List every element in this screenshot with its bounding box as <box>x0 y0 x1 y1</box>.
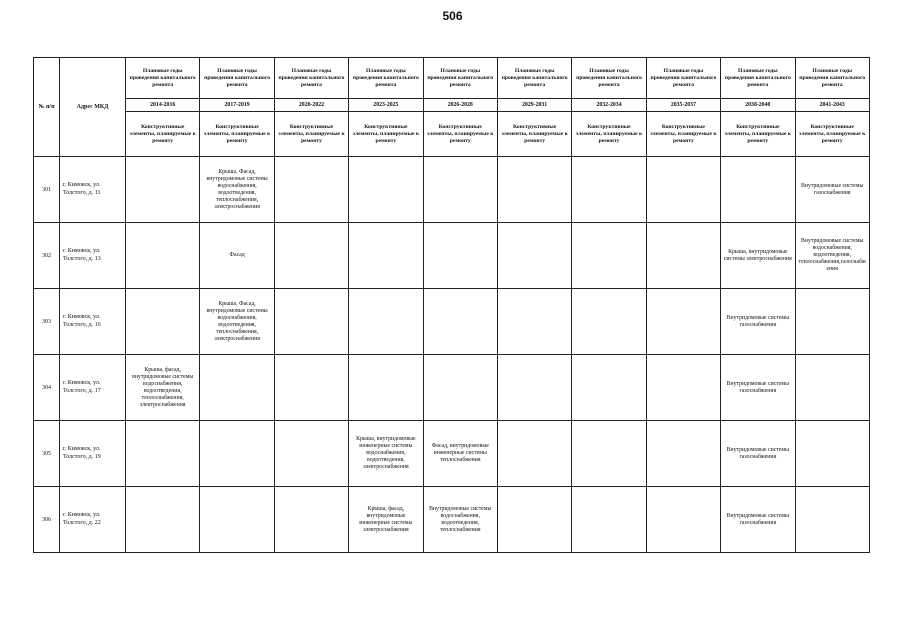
header-period: 2029-2031 <box>497 99 571 112</box>
table-cell <box>646 421 720 487</box>
row-number: 303 <box>34 289 60 355</box>
header-elements: Конструктивные элементы, планируемые к ремонту <box>126 112 200 157</box>
table-cell <box>349 223 423 289</box>
table-cell <box>572 223 646 289</box>
table-cell: Внутридомовые системы газоснабжения <box>721 487 795 553</box>
table-cell <box>497 223 571 289</box>
header-row-elements <box>34 112 870 157</box>
header-period: 2020-2022 <box>274 99 348 112</box>
table-row <box>34 223 870 289</box>
row-number: 304 <box>34 355 60 421</box>
table-cell <box>423 289 497 355</box>
table-cell <box>497 487 571 553</box>
table-cell <box>572 487 646 553</box>
table-cell: Крыша, Фасад, внутридомовые системы водоснабжения, водоотведения, теплоснабжения, электроснабжения <box>200 289 274 355</box>
header-plan: Плановые годы проведения капитального ремонта <box>274 58 348 99</box>
header-num: № п/п <box>34 58 60 157</box>
row-address: г. Кимовск, ул. Толстого, д. 16 <box>60 289 126 355</box>
row-address: г. Кимовск, ул. Толстого, д. 17 <box>60 355 126 421</box>
table-cell <box>572 421 646 487</box>
table-cell <box>646 289 720 355</box>
table-cell <box>349 355 423 421</box>
table-cell <box>126 487 200 553</box>
header-period: 2026-2028 <box>423 99 497 112</box>
table-cell <box>126 223 200 289</box>
table-cell <box>497 355 571 421</box>
table-cell <box>126 421 200 487</box>
table-cell <box>423 355 497 421</box>
page-number: 506 <box>442 9 463 23</box>
table-header <box>34 58 870 157</box>
table-cell <box>349 289 423 355</box>
table-cell <box>795 355 869 421</box>
table-cell <box>126 289 200 355</box>
header-row-plan <box>34 58 870 99</box>
table-cell <box>274 223 348 289</box>
header-row-years <box>34 99 870 112</box>
table-cell <box>795 421 869 487</box>
row-address: г. Кимовск, ул. Толстого, д. 19 <box>60 421 126 487</box>
header-period: 2041-2043 <box>795 99 869 112</box>
table-row <box>34 157 870 223</box>
table-cell: Крыша, внутридомовые инженерные системы водоснабжения, водоотведения, электроснабжения <box>349 421 423 487</box>
row-number: 302 <box>34 223 60 289</box>
table-cell: Фасад <box>200 223 274 289</box>
table-cell <box>200 421 274 487</box>
header-elements: Конструктивные элементы, планируемые к ремонту <box>646 112 720 157</box>
table-cell <box>423 157 497 223</box>
table-body <box>34 157 870 553</box>
header-elements: Конструктивные элементы, планируемые к ремонту <box>497 112 571 157</box>
row-address: г. Кимовск, ул. Толстого, д. 13 <box>60 223 126 289</box>
table-cell <box>721 157 795 223</box>
table-cell: Внутридомовые системы водоснабжения, водоотведения, теплоснабжения <box>423 487 497 553</box>
header-plan: Плановые годы проведения капитального ремонта <box>572 58 646 99</box>
capital-repair-table <box>33 57 870 553</box>
header-address: Адрес МКД <box>60 58 126 157</box>
table-cell <box>497 421 571 487</box>
header-plan: Плановые годы проведения капитального ремонта <box>721 58 795 99</box>
table-cell <box>274 289 348 355</box>
header-elements: Конструктивные элементы, планируемые к ремонту <box>795 112 869 157</box>
header-elements: Конструктивные элементы, планируемые к ремонту <box>349 112 423 157</box>
table-cell: Внутридомовые системы газоснабжения <box>721 289 795 355</box>
table-cell <box>497 289 571 355</box>
table-cell <box>572 157 646 223</box>
header-elements: Конструктивные элементы, планируемые к ремонту <box>423 112 497 157</box>
table-cell <box>274 487 348 553</box>
table-row <box>34 487 870 553</box>
table-cell <box>646 355 720 421</box>
table-cell <box>274 421 348 487</box>
table-cell <box>795 289 869 355</box>
header-period: 2014-2016 <box>126 99 200 112</box>
header-period: 2023-2025 <box>349 99 423 112</box>
header-period: 2032-2034 <box>572 99 646 112</box>
table-cell: Крыша, внутридомовые системы электроснабжения <box>721 223 795 289</box>
header-elements: Конструктивные элементы, планируемые к ремонту <box>274 112 348 157</box>
header-elements: Конструктивные элементы, планируемые к ремонту <box>572 112 646 157</box>
table-cell <box>423 223 497 289</box>
table-cell <box>497 157 571 223</box>
table-row <box>34 355 870 421</box>
header-elements: Конструктивные элементы, планируемые к ремонту <box>721 112 795 157</box>
header-plan: Плановые годы проведения капитального ремонта <box>497 58 571 99</box>
table-cell <box>200 355 274 421</box>
row-address: г. Кимовск, ул. Толстого, д. 11 <box>60 157 126 223</box>
table-cell <box>274 355 348 421</box>
table-cell: Фасад, внутридомовые инженерные системы теплоснабжения <box>423 421 497 487</box>
header-period: 2038-2040 <box>721 99 795 112</box>
table-row <box>34 421 870 487</box>
row-number: 301 <box>34 157 60 223</box>
table-cell: Внутридомовые системы газоснабжения <box>795 157 869 223</box>
table-cell: Внутридомовые системы газоснабжения <box>721 421 795 487</box>
table-cell: Крыша, фасад, внутридомовые инженерные системы электроснабжения <box>349 487 423 553</box>
header-plan: Плановые годы проведения капитального ремонта <box>200 58 274 99</box>
table-cell <box>646 487 720 553</box>
row-number: 306 <box>34 487 60 553</box>
table-cell: Крыша, фасад, внутридомовые системы водоснабжения, водоотведения, теплоснабжения, электроснабжения <box>126 355 200 421</box>
row-number: 305 <box>34 421 60 487</box>
table-cell <box>646 223 720 289</box>
table-cell: Крыша, Фасад, внутридомовые системы водоснабжения, водоотведения, теплоснабжения, электроснабжения <box>200 157 274 223</box>
table-cell <box>646 157 720 223</box>
table-cell <box>274 157 348 223</box>
table-cell <box>572 289 646 355</box>
table-cell <box>200 487 274 553</box>
row-address: г. Кимовск, ул. Толстого, д. 22 <box>60 487 126 553</box>
header-plan: Плановые годы проведения капитального ремонта <box>126 58 200 99</box>
header-plan: Плановые годы проведения капитального ремонта <box>349 58 423 99</box>
header-period: 2035-2037 <box>646 99 720 112</box>
table-cell <box>126 157 200 223</box>
table-cell <box>349 157 423 223</box>
header-plan: Плановые годы проведения капитального ремонта <box>423 58 497 99</box>
header-plan: Плановые годы проведения капитального ремонта <box>795 58 869 99</box>
table-cell <box>795 487 869 553</box>
table-row <box>34 289 870 355</box>
header-period: 2017-2019 <box>200 99 274 112</box>
header-elements: Конструктивные элементы, планируемые к ремонту <box>200 112 274 157</box>
table-cell <box>572 355 646 421</box>
header-plan: Плановые годы проведения капитального ремонта <box>646 58 720 99</box>
table-cell: Внутридомовые системы водоснабжения, водоотведения, теплоснабжения,газоснабжения <box>795 223 869 289</box>
table-cell: Внутридомовые системы газоснабжения <box>721 355 795 421</box>
